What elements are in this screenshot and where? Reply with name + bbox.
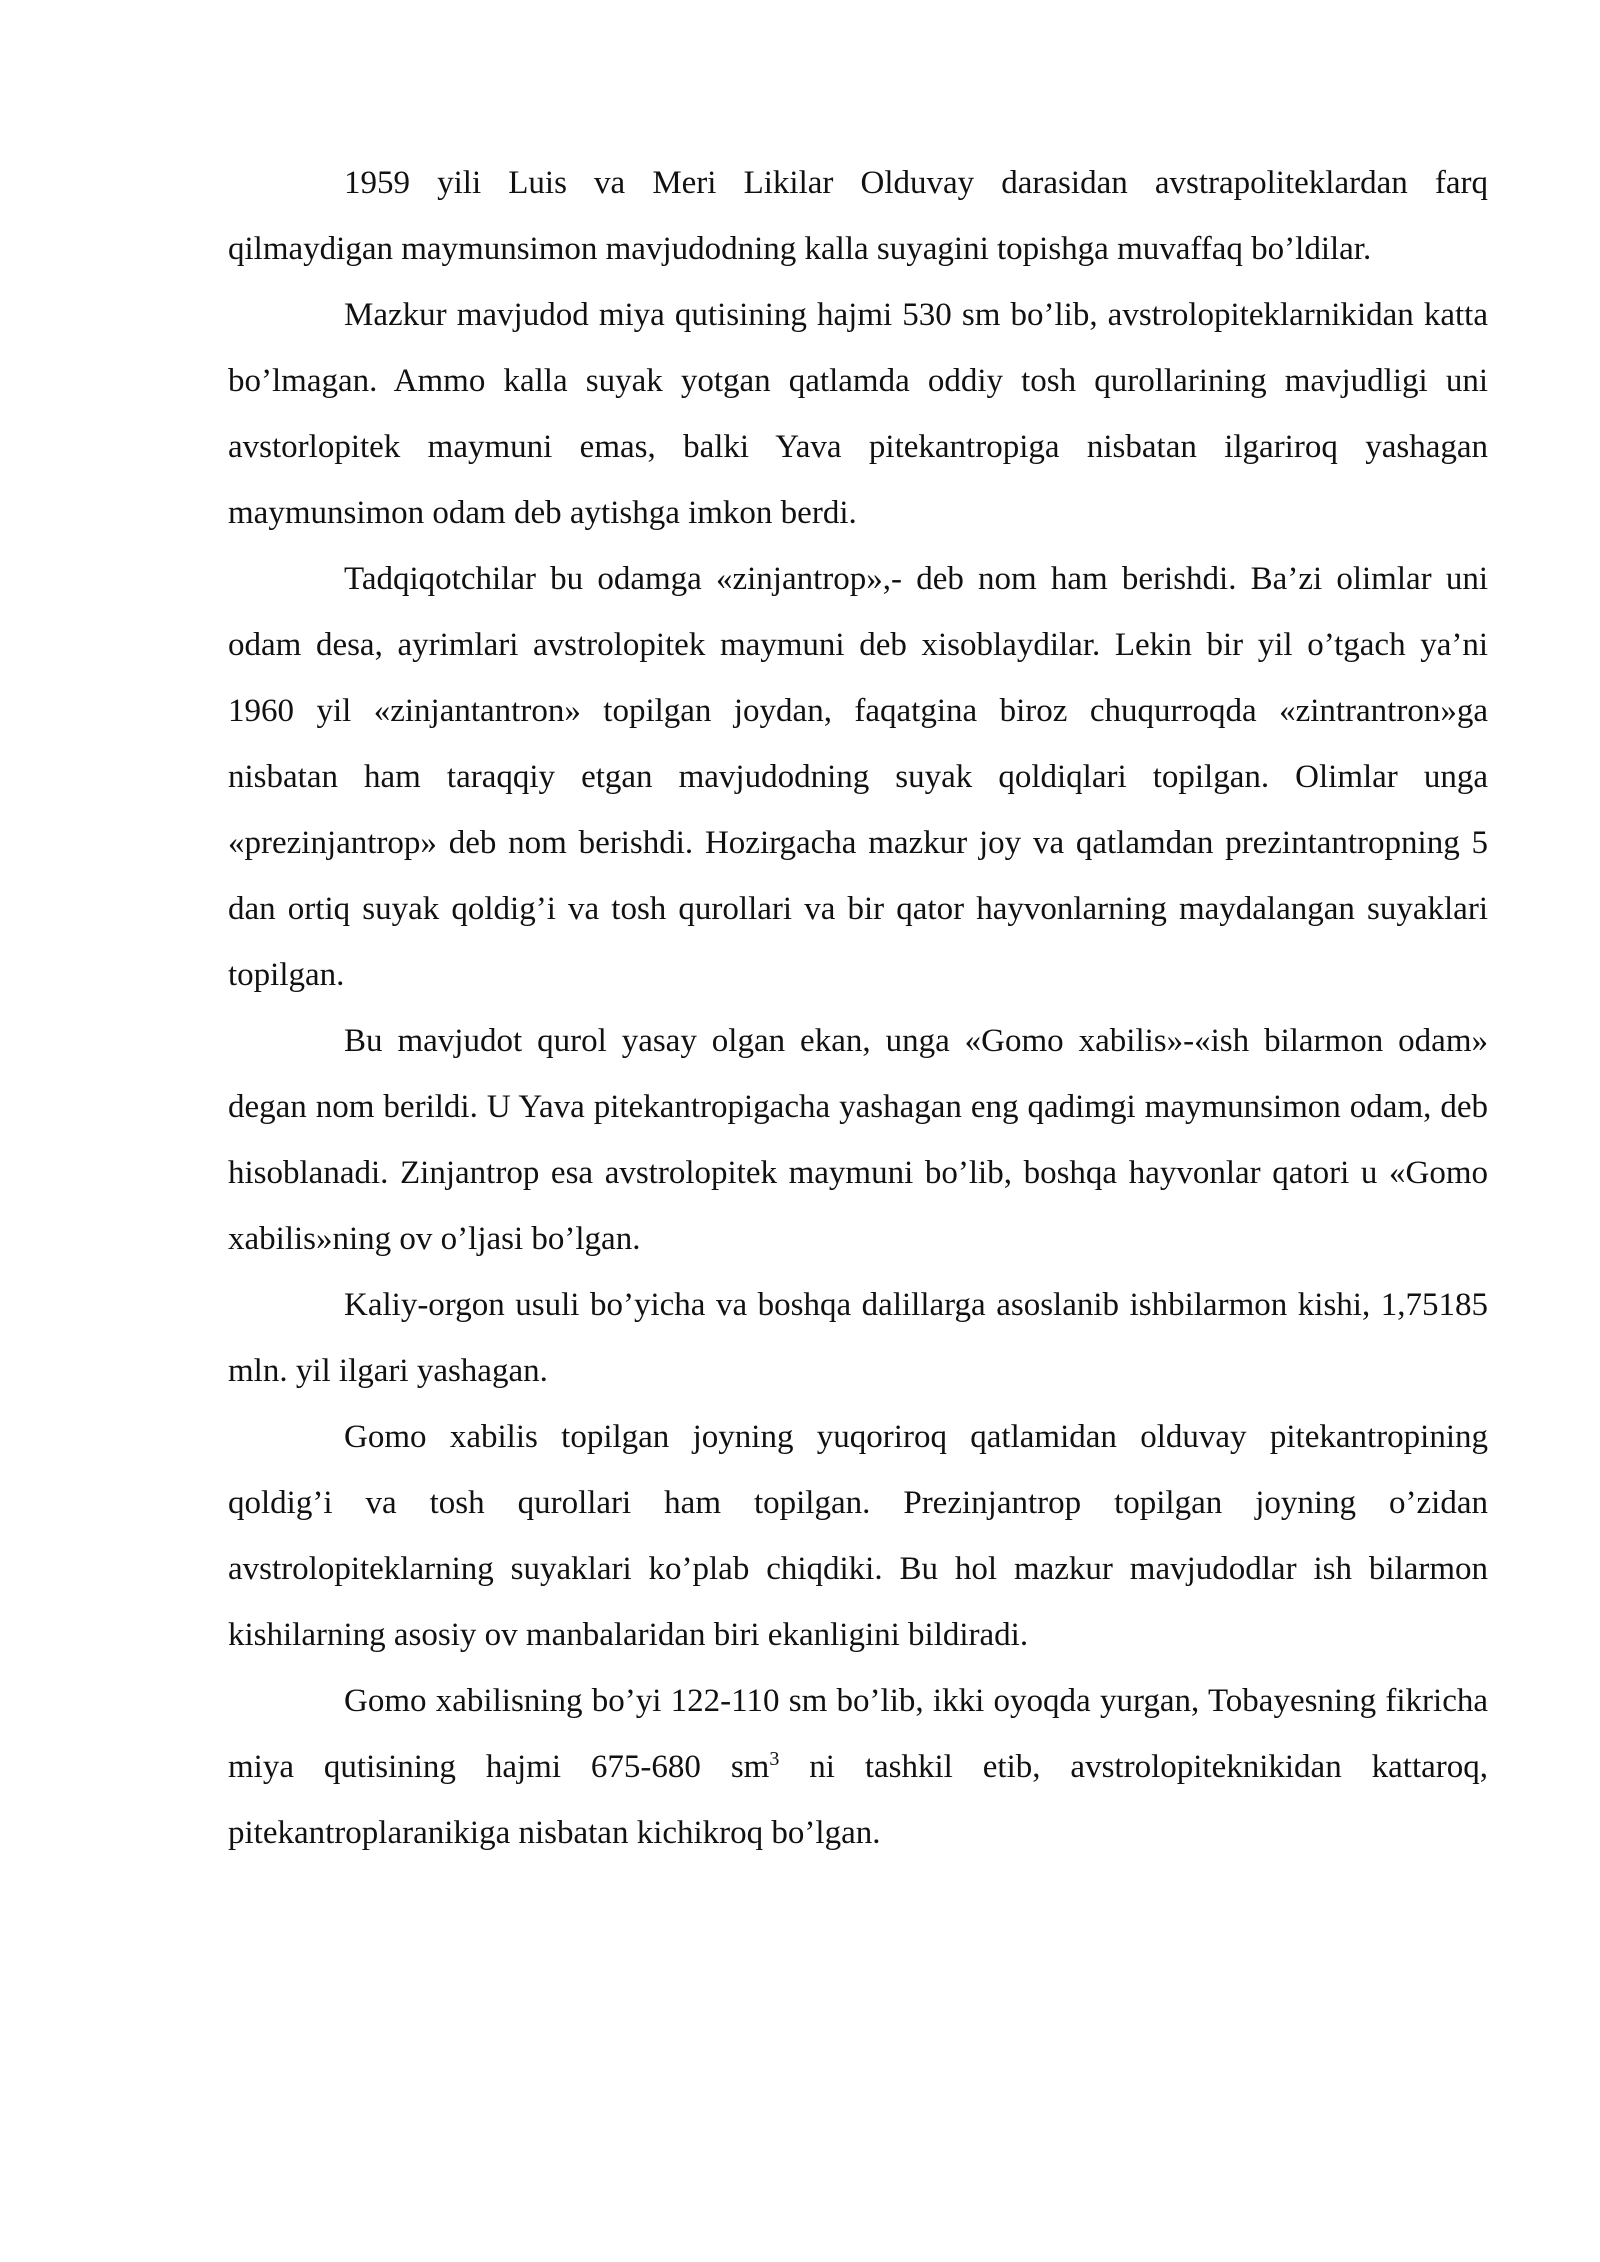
paragraph-5: Kaliy-orgon usuli bo’yicha va boshqa dalillarga asoslanib ishbilarmon kishi, 1,75185 mln. yil ilgari yashagan. xyxy=(228,1287,1488,1389)
cubic-superscript: 3 xyxy=(769,1748,780,1770)
paragraph-3: Tadqiqotchilar bu odamga «zinjantrop»,- deb nom ham berishdi. Ba’zi olimlar uni odam desa, ayrimlari avstrolopitek maymuni deb xisoblaydilar. Lekin bir yil o’tgach ya’ni 1960 yil «zinjantantron» topilgan joydan, faqatgina biroz chuqurroqda «zintrantron»ga nisbatan ham taraqqiy etgan mavjudodning suyak qoldiqlari topilgan. Olimlar unga «prezinjantrop» deb nom berishdi. Hozirgacha mazkur joy va qatlamdan prezintantropning 5 dan ortiq suyak qoldig’i va tosh qurollari va bir qator hayvonlarning maydalangan suyaklari topilgan. xyxy=(228,561,1488,993)
paragraph-2: Mazkur mavjudod miya qutisining hajmi 530 sm bo’lib, avstrolopiteklarnikidan katta bo’lmagan. Ammo kalla suyak yotgan qatlamda oddiy tosh qurollarining mavjudligi uni avstorlopitek maymuni emas, balki Yava pitekantropiga nisbatan ilgariroq yashagan maymunsimon odam deb aytishga imkon berdi. xyxy=(228,297,1488,531)
paragraph-7-text-before: Gomo xabilisning bo’yi 122-110 sm bo’lib, ikki oyoqda yurgan, Tobayesning fikricha miya qutisining hajmi 675-680 sm xyxy=(228,1683,1488,1785)
document-page xyxy=(228,150,1488,1866)
paragraph-4: Bu mavjudot qurol yasay olgan ekan, unga «Gomo xabilis»-«ish bilarmon odam» degan nom berildi. U Yava pitekantropigacha yashagan eng qadimgi maymunsimon odam, deb hisoblanadi. Zinjantrop esa avstrolopitek maymuni bo’lib, boshqa hayvonlar qatori u «Gomo xabilis»ning ov o’ljasi bo’lgan. xyxy=(228,1023,1488,1257)
paragraph-6: Gomo xabilis topilgan joyning yuqoriroq qatlamidan olduvay pitekantropining qoldig’i va tosh qurollari ham topilgan. Prezinjantrop topilgan joyning o’zidan avstrolopiteklarning suyaklari ko’plab chiqdiki. Bu hol mazkur mavjudodlar ish bilarmon kishilarning asosiy ov manbalaridan biri ekanligini bildiradi. xyxy=(228,1419,1488,1653)
paragraph-7-text-after: ni tashkil etib, avstrolopiteknikidan kattaroq, pitekantroplaranikiga nisbatan kichikroq bo’lgan. xyxy=(228,1749,1488,1851)
paragraph-1: 1959 yili Luis va Meri Likilar Olduvay darasidan avstrapoliteklardan farq qilmaydigan maymunsimon mavjudodning kalla suyagini topishga muvaffaq bo’ldilar. xyxy=(228,165,1488,267)
paragraph-7 xyxy=(228,1668,1488,1866)
